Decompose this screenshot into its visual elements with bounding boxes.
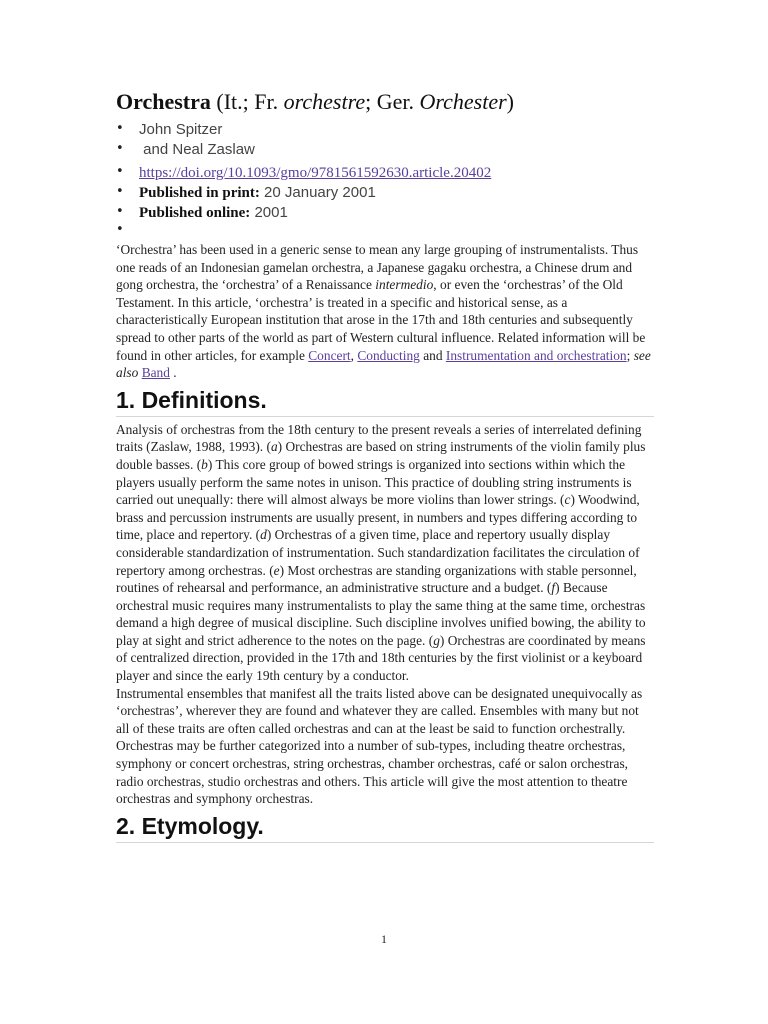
- article-title: [116, 88, 654, 116]
- doi-item: [116, 163, 654, 183]
- title-german: Orchester: [419, 89, 507, 114]
- instrumentation-link[interactable]: Instrumentation and orchestration: [445, 347, 627, 363]
- title-french: orchestre: [283, 89, 366, 114]
- published-print-item: [116, 183, 654, 203]
- band-link[interactable]: Band: [141, 365, 170, 381]
- page-number: 1: [381, 932, 387, 946]
- author-name: and Neal Zaslaw: [139, 141, 255, 158]
- section-heading-definitions: 1. Definitions.: [116, 386, 654, 417]
- article-meta-list: [116, 120, 654, 239]
- conducting-link[interactable]: Conducting: [357, 347, 420, 363]
- published-online-date: 2001: [250, 204, 288, 221]
- title-separator: ; Ger.: [365, 89, 420, 114]
- title-paren-open: (It.; Fr.: [210, 89, 284, 114]
- empty-list-item: [116, 223, 654, 239]
- published-print-date: 20 January 2001: [259, 184, 376, 201]
- author-item: [116, 120, 654, 140]
- definitions-paragraph: Analysis of orchestras from the 18th century to the present reveals a series of interrelated defining traits (Zaslaw, 1988, 1993). (a) Orchestras are based on string instruments of the violin family plus double basses. (b) This core group of bowed strings is organized into sections within which the players usually perform the same notes in unison. This practice of doubling string instruments is carried out unequally: there will almost always be more violins than lower strings. (c) Woodwind, brass and percussion instruments are usually present, in numbers and types differing according to time, place and repertory. (d) Orchestras of a given time, place and repertory usually display considerable standardization of instrumentation. Such standardization facilitates the circulation of repertory among orchestras. (e) Most orchestras are standing organizations with stable personnel, routines of rehearsal and performance, an administrative structure and a budget. (f) Because orchestral music requires many instrumentalists to play the same thing at the same time, orchestras demand a high degree of musical discipline. Such discipline involves unified bowing, the ability to play at sight and strict adherence to the notes on the page. (g) Orchestras are coordinated by means of centralized direction, provided in the 17th and 18th centuries by the first violinist or a keyboard player and since the early 19th century by a conductor.: [116, 421, 646, 684]
- intro-paragraph: ‘Orchestra’ has been used in a generic sense to mean any large grouping of instrumentalists. Thus one reads of an Indonesian gamelan orchestra, a Japanese gagaku orchestra, a Chinese drum and gong orchestra, the ‘orchestra’ of a Renaissance intermedio, or even the ‘orchestras’ of the Old Testament. In this article, ‘orchestra’ is treated in a specific and historical sense, as a characteristically European institution that arose in the 17th and 18th centuries and subsequently spread to other parts of the world as part of Western cultural influence. Related information will be found in other articles, for example Concert, Conducting and Instrumentation and orchestration; see also Band .: [116, 242, 651, 381]
- section-heading-etymology: 2. Etymology.: [116, 812, 654, 843]
- concert-link[interactable]: Concert: [308, 347, 351, 363]
- author-name: John Spitzer: [139, 121, 223, 138]
- title-paren-close: ): [506, 89, 514, 114]
- ensembles-paragraph: Instrumental ensembles that manifest all the traits listed above can be designated unequivocally as ‘orchestras’, wherever they are found and whatever they are called. Ensembles with many but not all of these traits are often called orchestras and can at the least be said to function orchestrally. Orchestras may be further categorized into a number of sub-types, including theatre orchestras, symphony or concert orchestras, string orchestras, chamber orchestras, café or salon orchestras, radio orchestras, studio orchestras and others. This article will give the most attention to theatre orchestras and symphony orchestras.: [116, 685, 643, 807]
- published-online-label: Published online:: [139, 205, 251, 221]
- author-item: [116, 140, 654, 160]
- published-print-label: Published in print:: [139, 185, 260, 201]
- title-main: Orchestra: [116, 89, 211, 114]
- doi-link[interactable]: https://doi.org/10.1093/gmo/9781561592630.article.20402: [139, 165, 492, 181]
- published-online-item: [116, 203, 654, 223]
- article: [116, 88, 654, 847]
